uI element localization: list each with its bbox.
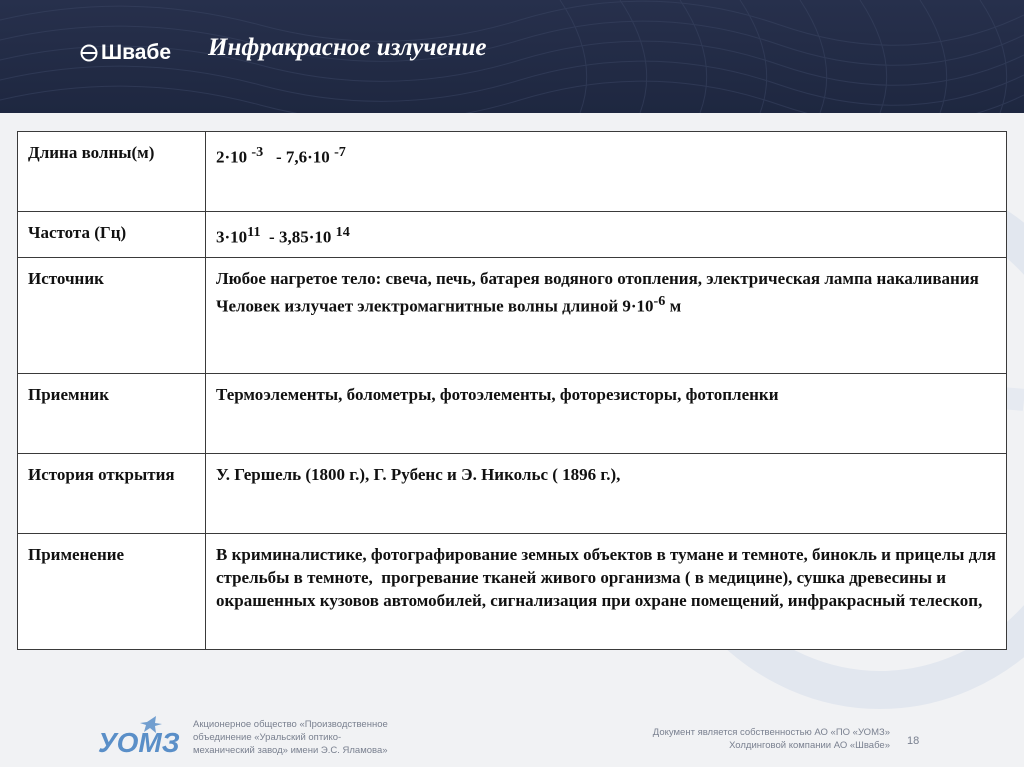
infrared-properties-table [17,131,1007,650]
ownership-notice [600,726,890,752]
company-name-line: Акционерное общество «Производственное [193,719,388,730]
slide-header [0,0,1024,113]
row-label: Приемник [18,374,206,454]
shvabe-theta-icon [80,44,98,62]
row-label: Длина волны(м) [18,132,206,212]
row-value: $3\cdot 10^{11} - 3,85\cdot 10$ $^{14}$ [206,212,1007,258]
row-label: Источник [18,258,206,374]
uomz-logo-icon [98,714,182,756]
table-row [18,534,1007,650]
row-value: 2·10 $^{-3}$ - 7,6·10 $^{-7}$ [206,132,1007,212]
company-name-line: объединение «Уральский оптико- [193,732,342,743]
table-row [18,374,1007,454]
table-row [18,258,1007,374]
table-row [18,132,1007,212]
row-label: История открытия [18,454,206,534]
uomz-logo-text: УОМЗ [98,727,180,756]
table-row [18,212,1007,258]
page-number: 18 [907,735,920,747]
slide-title: Инфракрасное излучение [208,34,487,61]
row-value: Термоэлементы, болометры, фотоэлементы, фоторезисторы, фотопленки [206,374,1007,454]
table-row [18,454,1007,534]
brand-name: Швабе [101,41,172,64]
row-value: У. Гершель (1800 г.), Г. Рубенс и Э. Никольс ( 1896 г.), [206,454,1007,534]
ownership-line: Документ является собственностью АО «ПО «УОМЗ» [652,727,890,738]
shvabe-logo [80,38,171,68]
row-value: Любое нагретое тело: свеча, печь, батарея водяного отопления, электрическая лампа накаливания Человек излучает электромагнитные волны длиной $9\cdot 10^{-6}$ м [206,258,1007,374]
company-name [193,718,423,757]
row-label: Применение [18,534,206,650]
company-name-line: механический завод» имени Э.С. Яламова» [193,745,388,756]
ownership-line: Холдинговой компании АО «Швабе» [729,740,890,751]
row-value: В криминалистике, фотографирование земных объектов в тумане и темноте, бинокль и прицелы для стрельбы в темноте, прогревание тканей живого организма ( в медицине), сушка древесины и окрашенных кузовов автомобилей, сигнализация при охране помещений, инфракрасный телескоп, [206,534,1007,650]
row-label: Частота (Гц) [18,212,206,258]
